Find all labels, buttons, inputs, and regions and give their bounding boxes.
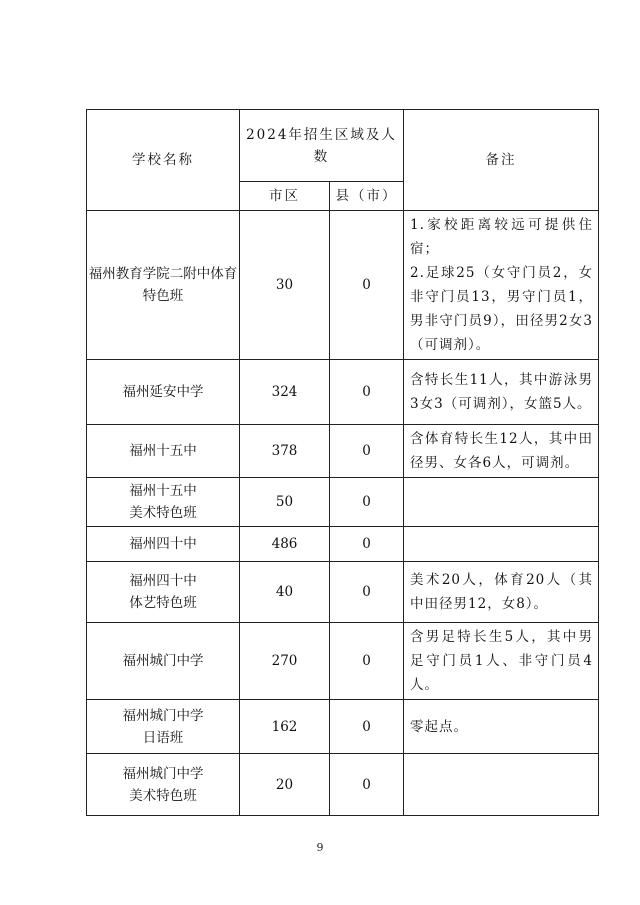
city-count-cell: 20 [240, 754, 330, 816]
county-count-cell: 0 [330, 425, 404, 478]
table-row [87, 700, 599, 754]
school-name-cell: 福州四十中 体艺特色班 [87, 562, 240, 623]
header-county: 县（市） [330, 182, 404, 211]
header-city: 市区 [240, 182, 330, 211]
table-row [87, 754, 599, 816]
city-count-cell: 486 [240, 527, 330, 562]
table-row [87, 425, 599, 478]
school-name-cell: 福州延安中学 [87, 360, 240, 425]
county-count-cell: 0 [330, 623, 404, 700]
county-count-cell: 0 [330, 360, 404, 425]
city-count-cell: 40 [240, 562, 330, 623]
county-count-cell: 0 [330, 211, 404, 360]
school-name-cell: 福州城门中学 美术特色班 [87, 754, 240, 816]
remarks-cell: 含特长生11人，其中游泳男3女3（可调剂），女篮5人。 [404, 360, 599, 425]
school-name-cell: 福州四十中 [87, 527, 240, 562]
remarks-cell: 含男足特长生5人，其中男足守门员1人、非守门员4人。 [404, 623, 599, 700]
city-count-cell: 324 [240, 360, 330, 425]
county-count-cell: 0 [330, 562, 404, 623]
city-count-cell: 50 [240, 478, 330, 527]
remarks-cell [404, 478, 599, 527]
school-name-cell: 福州城门中学 日语班 [87, 700, 240, 754]
table-row [87, 360, 599, 425]
city-count-cell: 378 [240, 425, 330, 478]
school-name-cell: 福州十五中 美术特色班 [87, 478, 240, 527]
table-row [87, 623, 599, 700]
county-count-cell: 0 [330, 478, 404, 527]
county-count-cell: 0 [330, 754, 404, 816]
city-count-cell: 162 [240, 700, 330, 754]
school-name-cell: 福州城门中学 [87, 623, 240, 700]
school-name-cell: 福州教育学院二附中体育特色班 [87, 211, 240, 360]
header-enrollment-group: 2024年招生区域及人数 [240, 110, 404, 182]
table-row [87, 211, 599, 360]
enrollment-table [86, 109, 599, 816]
table-row [87, 527, 599, 562]
remarks-cell: 零起点。 [404, 700, 599, 754]
school-name-cell: 福州十五中 [87, 425, 240, 478]
page-number: 9 [316, 841, 324, 854]
county-count-cell: 0 [330, 527, 404, 562]
city-count-cell: 30 [240, 211, 330, 360]
county-count-cell: 0 [330, 700, 404, 754]
table-row [87, 562, 599, 623]
header-remarks: 备注 [404, 110, 599, 211]
city-count-cell: 270 [240, 623, 330, 700]
remarks-cell [404, 754, 599, 816]
table-row [87, 478, 599, 527]
remarks-cell: 含体育特长生12人，其中田径男、女各6人，可调剂。 [404, 425, 599, 478]
header-school-name: 学校名称 [87, 110, 240, 211]
remarks-cell [404, 527, 599, 562]
remarks-cell: 1.家校距离较远可提供住宿； 2.足球25（女守门员2，女非守门员13，男守门员1，男非守门员9），田径男2女3（可调剂）。 [404, 211, 599, 360]
remarks-cell: 美术20人，体育20人（其中田径男12，女8）。 [404, 562, 599, 623]
